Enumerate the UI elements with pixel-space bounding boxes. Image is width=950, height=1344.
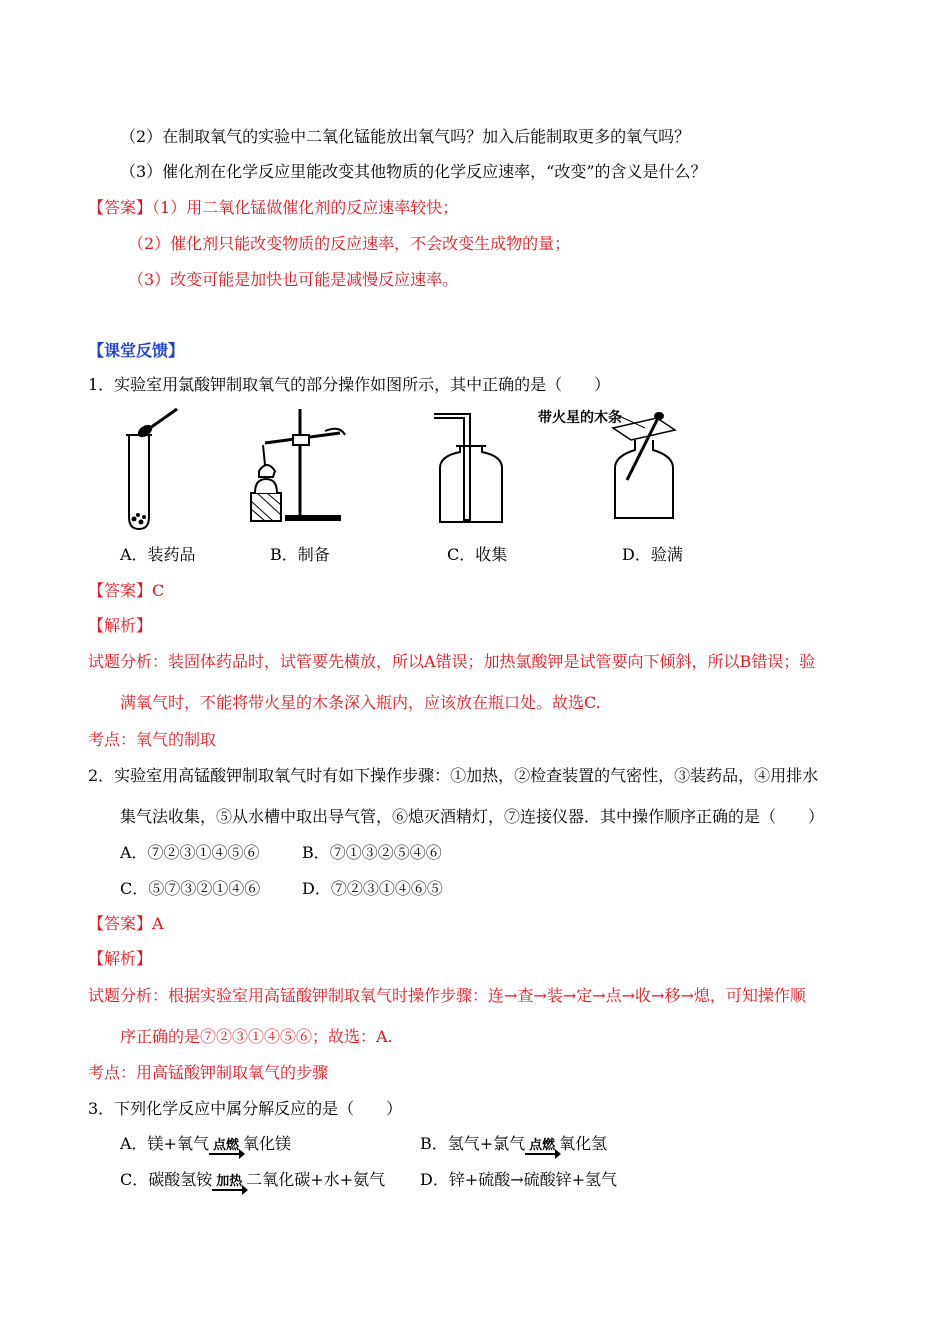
- check-full-bottle-figure: [605, 410, 685, 530]
- q1-option-b: B．制备: [270, 545, 330, 564]
- q2-option-a: A．⑦②③①④⑤⑥: [120, 843, 260, 862]
- q2-stem-line-1: 2．实验室用高锰酸钾制取氧气时有如下操作步骤：①加热，②检查装置的气密性，③装药品，④用排水: [88, 766, 819, 785]
- reaction-arrow-icon: [212, 1175, 246, 1191]
- q3-stem: 3．下列化学反应中属分解反应的是（ ）: [88, 1099, 403, 1118]
- q2-analysis-line-2: 序正确的是⑦②③①④⑤⑥；故选：A.: [120, 1027, 393, 1046]
- q1-stem: 1．实验室用氯酸钾制取氧气的部分操作如图所示，其中正确的是（ ）: [88, 375, 611, 394]
- answer-block-1: [88, 197, 458, 219]
- gas-collection-bottle-figure: [430, 410, 510, 530]
- q3-option-c: [120, 1169, 385, 1191]
- q1-option-a: A．装药品: [120, 545, 196, 564]
- answer-line-3: （3）改变可能是加快也可能是减慢反应速率。: [128, 270, 459, 289]
- q1-analysis-tag: 【解析】: [88, 616, 153, 635]
- question-2-text: （2）在制取氧气的实验中二氧化锰能放出氧气吗？加入后能制取更多的氧气吗？: [120, 127, 691, 146]
- q3-option-b-products: 氧化氢: [559, 1134, 608, 1153]
- q3-option-c-reactants: C．碳酸氢铵: [120, 1170, 213, 1189]
- q2-option-c: C．⑤⑦③②①④⑥: [120, 879, 261, 898]
- test-tube-figure: [115, 405, 185, 535]
- reaction-arrow-icon: [209, 1139, 243, 1155]
- q1-analysis-line-1: 试题分析：装固体药品时，试管要先横放，所以A错误；加热氯酸钾是试管要向下倾斜，所以B错误；验: [88, 652, 816, 671]
- q1-analysis-line-2: 满氧气时，不能将带火星的木条深入瓶内，应该放在瓶口处。故选C.: [120, 693, 601, 712]
- q3-option-a-products: 氧化镁: [242, 1134, 291, 1153]
- q1-knowledge-point: 考点：氧气的制取: [88, 730, 217, 749]
- answer-line-1: （1）用二氧化锰做催化剂的反应速率较快；: [152, 198, 459, 217]
- answer-tag: 【答案】: [88, 198, 153, 217]
- q3-option-d: D．锌+硫酸→硫酸锌+氢气: [420, 1170, 618, 1189]
- section-title: 【课堂反馈】: [88, 341, 185, 360]
- q1-answer: 【答案】C: [88, 581, 165, 600]
- splint-caption: 带火星的木条: [538, 410, 622, 426]
- heating-apparatus-figure: [245, 405, 355, 525]
- q1-option-c: C．收集: [447, 545, 508, 564]
- q2-knowledge-point: 考点：用高锰酸钾制取氧气的步骤: [88, 1063, 329, 1082]
- q2-option-d: D．⑦②③①④⑥⑤: [302, 879, 443, 898]
- reaction-condition: 点燃: [529, 1138, 556, 1153]
- q2-stem-line-2: 集气法收集，⑤从水槽中取出导气管，⑥熄灭酒精灯，⑦连接仪器．其中操作顺序正确的是（ ）: [120, 807, 825, 826]
- q2-analysis-tag: 【解析】: [88, 949, 153, 968]
- reaction-condition: 点燃: [212, 1138, 239, 1153]
- q3-option-a-reactants: A．镁+氧气: [120, 1134, 209, 1153]
- q3-option-b-reactants: B．氢气+氯气: [420, 1134, 526, 1153]
- question-3-text: （3）催化剂在化学反应里能改变其他物质的化学反应速率，“改变”的含义是什么？: [120, 162, 707, 181]
- q3-option-a: [120, 1133, 291, 1155]
- q2-analysis-line-1: 试题分析：根据实验室用高锰酸钾制取氧气时操作步骤：连→查→装→定→点→收→移→熄，可知操作顺: [88, 986, 806, 1005]
- q3-option-b: [420, 1133, 607, 1155]
- q2-option-b: B．⑦①③②⑤④⑥: [302, 843, 442, 862]
- q3-option-c-products: 二氧化碳+水+氨气: [246, 1170, 386, 1189]
- q1-option-d: D．验满: [622, 545, 683, 564]
- q2-answer: 【答案】A: [88, 914, 164, 933]
- answer-line-2: （2）催化剂只能改变物质的反应速率，不会改变生成物的量；: [128, 234, 571, 253]
- reaction-condition: 加热: [216, 1174, 243, 1189]
- reaction-arrow-icon: [525, 1139, 559, 1155]
